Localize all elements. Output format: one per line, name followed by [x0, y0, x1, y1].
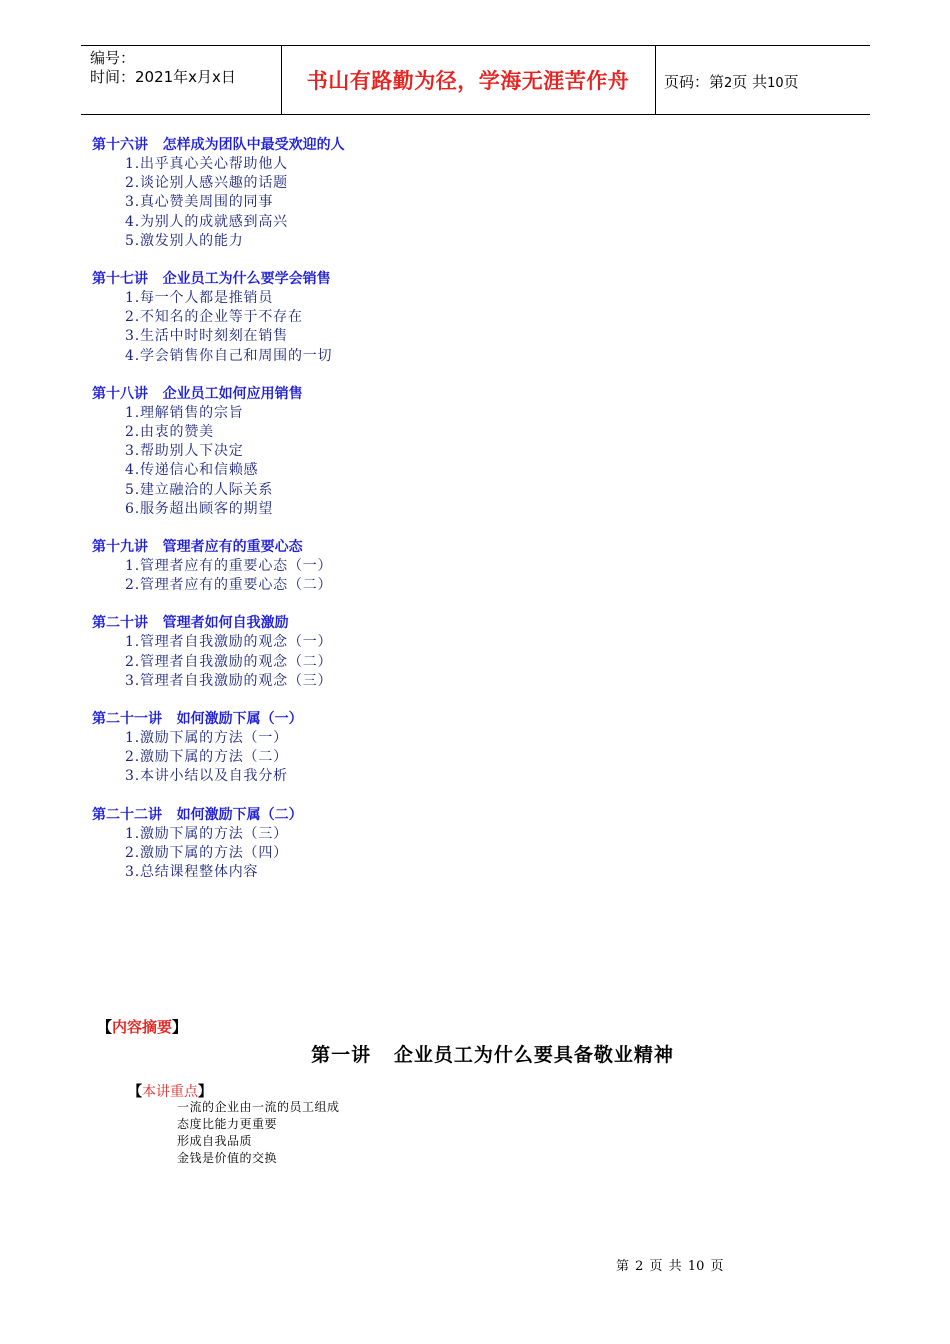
- summary-heading: [97, 1016, 187, 1037]
- header-divider: [655, 46, 656, 114]
- toc-section: [92, 614, 792, 691]
- toc-section-title: 第十六讲 怎样成为团队中最受欢迎的人: [92, 137, 345, 153]
- page-footer: 第 2 页 共 10 页: [616, 1259, 724, 1274]
- toc-item: 3.真心赞美周围的同事: [125, 194, 274, 211]
- toc-item: 2.谈论别人感兴趣的话题: [125, 175, 288, 192]
- key-points-heading: [128, 1081, 212, 1101]
- toc-item: 2.激励下属的方法（二）: [125, 749, 288, 766]
- toc-item: 1.管理者应有的重要心态（一）: [125, 558, 333, 575]
- toc-item: 1.激励下属的方法（三）: [125, 825, 288, 842]
- toc-section: [92, 270, 792, 366]
- toc-item: 1.激励下属的方法（一）: [125, 730, 288, 747]
- toc-item: 1.理解销售的宗旨: [125, 404, 244, 421]
- toc-item: 1.每一个人都是推销员: [125, 290, 274, 307]
- summary-label: 内容摘要: [112, 1018, 173, 1036]
- page-code-suffix: 页: [783, 73, 799, 91]
- toc-section: [92, 136, 792, 251]
- toc-section-title: 第十七讲 企业员工为什么要学会销售: [92, 271, 331, 288]
- key-point-item: 态度比能力更重要: [177, 1117, 278, 1131]
- time-label: 时间：2021年x月x日: [90, 68, 236, 86]
- toc-section: [92, 710, 792, 787]
- toc-item: 5.激发别人的能力: [125, 232, 244, 249]
- toc-item: 2.管理者自我激励的观念（二）: [125, 653, 333, 670]
- toc-item: 2.激励下属的方法（四）: [125, 844, 288, 861]
- toc-section: [92, 806, 792, 883]
- page-total: 10: [767, 76, 784, 91]
- toc-item: 3.总结课程整体内容: [125, 864, 259, 881]
- key-point-item: 金钱是价值的交换: [177, 1151, 278, 1165]
- toc-section-title: 第二十一讲 如何激励下属（一）: [92, 711, 303, 728]
- toc-item: 3.管理者自我激励的观念（三）: [125, 672, 333, 689]
- key-close-bracket: 】: [198, 1084, 212, 1100]
- toc-section: [92, 385, 792, 519]
- summary-open-bracket: 【: [97, 1018, 113, 1036]
- toc-item: 3.帮助别人下决定: [125, 443, 244, 460]
- toc-item: 3.生活中时时刻刻在销售: [125, 328, 288, 345]
- page-code-prefix: 页码：第: [664, 73, 725, 91]
- key-open-bracket: 【: [128, 1084, 142, 1100]
- key-points-label: 本讲重点: [142, 1084, 198, 1100]
- toc-item: 2.由衷的赞美: [125, 424, 214, 441]
- toc-item: 1.管理者自我激励的观念（一）: [125, 634, 333, 651]
- toc-item: 1.出乎真心关心帮助他人: [125, 156, 288, 172]
- number-label: 编号：: [90, 49, 136, 67]
- toc-item: 2.管理者应有的重要心态（二）: [125, 577, 333, 594]
- summary-close-bracket: 】: [172, 1018, 188, 1036]
- toc-item: 4.为别人的成就感到高兴: [125, 213, 288, 230]
- page-number: 2: [724, 76, 733, 91]
- header-motto: 书山有路勤为径，学海无涯苦作舟: [306, 69, 630, 93]
- toc-section-title: 第二十二讲 如何激励下属（二）: [92, 806, 303, 823]
- table-of-contents: [92, 136, 792, 901]
- toc-item: 3.本讲小结以及自我分析: [125, 768, 288, 785]
- toc-item: 5.建立融洽的人际关系: [125, 481, 274, 498]
- toc-item: 4.学会销售你自己和周围的一切: [125, 347, 333, 364]
- header-meta: [90, 49, 236, 87]
- toc-section-title: 第十八讲 企业员工如何应用销售: [92, 385, 303, 402]
- toc-item: 6.服务超出顾客的期望: [125, 500, 274, 517]
- key-point-item: 形成自我品质: [177, 1134, 253, 1148]
- page-code-mid: 页 共: [732, 73, 768, 91]
- toc-item: 4.传递信心和信赖感: [125, 462, 259, 479]
- toc-section-title: 第十九讲 管理者应有的重要心态: [92, 539, 303, 556]
- header-page-code: [664, 71, 799, 92]
- key-point-item: 一流的企业由一流的员工组成: [177, 1100, 340, 1114]
- key-points-list: [177, 1099, 340, 1167]
- toc-section-title: 第二十讲 管理者如何自我激励: [92, 615, 289, 632]
- toc-section: [92, 538, 792, 595]
- lecture-title: 第一讲 企业员工为什么要具备敬业精神: [311, 1044, 674, 1066]
- toc-item: 2.不知名的企业等于不存在: [125, 309, 303, 326]
- page-header: [81, 45, 870, 115]
